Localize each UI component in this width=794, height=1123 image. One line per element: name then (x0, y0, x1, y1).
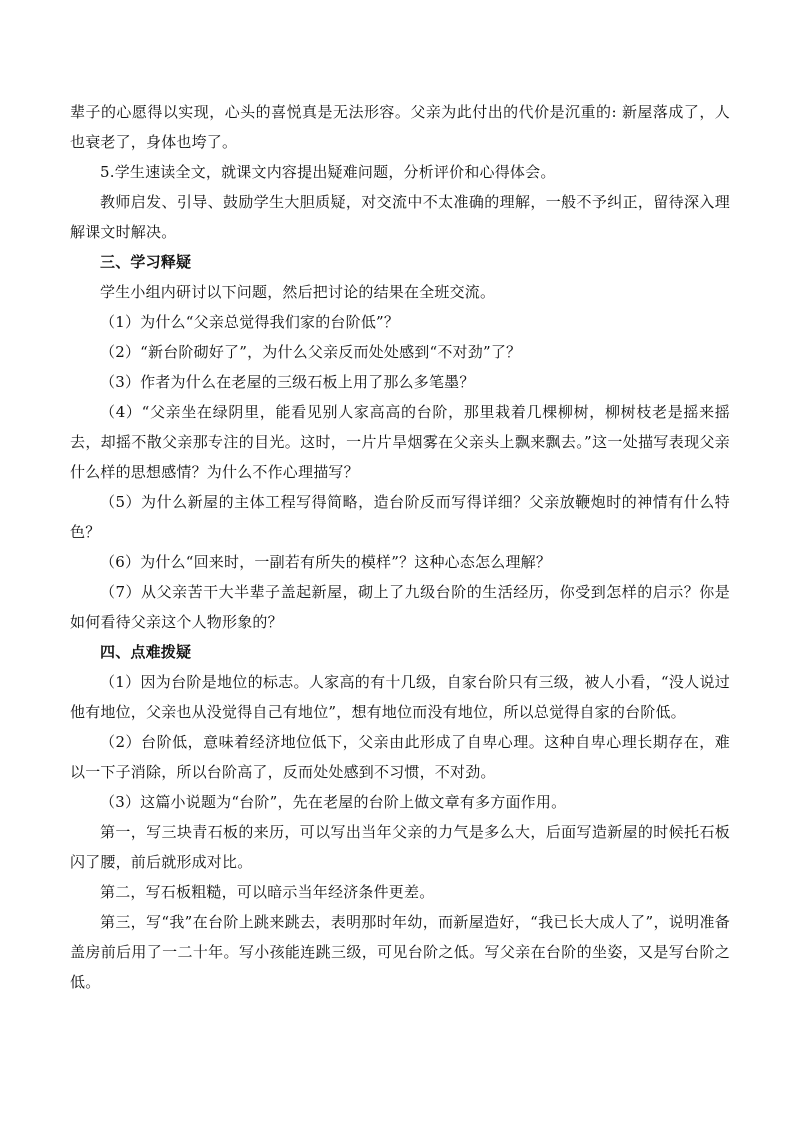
section-3-intro: 学生小组内研讨以下问题，然后把讨论的结果在全班交流。 (100, 283, 496, 301)
answer-point-3: 第三，写“我”在台阶上跳来跳去，表明那时年幼，而新屋造好，“我已长大成人了”，说明准备盖房前后用了一二十年。写小孩能连跳三级，可见台阶之低。写父亲在台阶的坐姿，又是写台阶之低。 (70, 913, 730, 991)
section-heading-4: 四、点难拨疑 (100, 643, 192, 661)
answer-3: （3）这篇小说题为“台阶”，先在老屋的台阶上做文章有多方面作用。 (100, 793, 567, 811)
section-heading-3: 三、学习释疑 (100, 253, 192, 271)
paragraph-step-5: 5.学生速读全文，就课文内容提出疑难问题，分析评价和心得体会。 (100, 163, 556, 181)
question-7: （7）从父亲苦干大半辈子盖起新屋，砌上了九级台阶的生活经历，你受到怎样的启示？你是如何看待父亲这个人物形象的？ (70, 583, 730, 631)
paragraph-continuation: 辈子的心愿得以实现，心头的喜悦真是无法形容。父亲为此付出的代价是沉重的: 新屋落成了，人也衰老了，身体也垮了。 (70, 103, 730, 151)
question-1: （1）为什么“父亲总觉得我们家的台阶低”？ (100, 313, 400, 331)
answer-point-2: 第二，写石板粗糙，可以暗示当年经济条件更差。 (100, 883, 435, 901)
document-page (70, 97, 730, 997)
question-4: （4）“父亲坐在绿阴里，能看见别人家高高的台阶，那里栽着几棵柳树，柳树枝老是摇来摇去，却摇不散父亲那专注的目光。这时，一片片旱烟雾在父亲头上飘来飘去。”这一处描写表现父亲什么样的思想感情？为什么不作心理描写？ (70, 403, 730, 481)
answer-point-1: 第一，写三块青石板的来历，可以写出当年父亲的力气是多么大，后面写造新屋的时候托石板闪了腰，前后就形成对比。 (70, 823, 730, 871)
question-3: （3）作者为什么在老屋的三级石板上用了那么多笔墨？ (100, 373, 475, 391)
question-2: （2）“新台阶砌好了”，为什么父亲反而处处感到“不对劲”了？ (100, 343, 522, 361)
question-5: （5）为什么新屋的主体工程写得简略，造台阶反而写得详细？父亲放鞭炮时的神情有什么特色？ (70, 493, 730, 541)
paragraph-teacher-guidance: 教师启发、引导、鼓励学生大胆质疑，对交流中不太准确的理解，一般不予纠正，留待深入理解课文时解决。 (70, 193, 730, 241)
answer-1: （1）因为台阶是地位的标志。人家高的有十几级，自家台阶只有三级，被人小看，“没人说过他有地位，父亲也从没觉得自己有地位”，想有地位而没有地位，所以总觉得自家的台阶低。 (70, 673, 730, 721)
answer-2: （2）台阶低，意味着经济地位低下，父亲由此形成了自卑心理。这种自卑心理长期存在，难以一下子消除，所以台阶高了，反而处处感到不习惯，不对劲。 (70, 733, 730, 781)
question-6: （6）为什么“回来时，一副若有所失的模样”？这种心态怎么理解？ (100, 553, 552, 571)
